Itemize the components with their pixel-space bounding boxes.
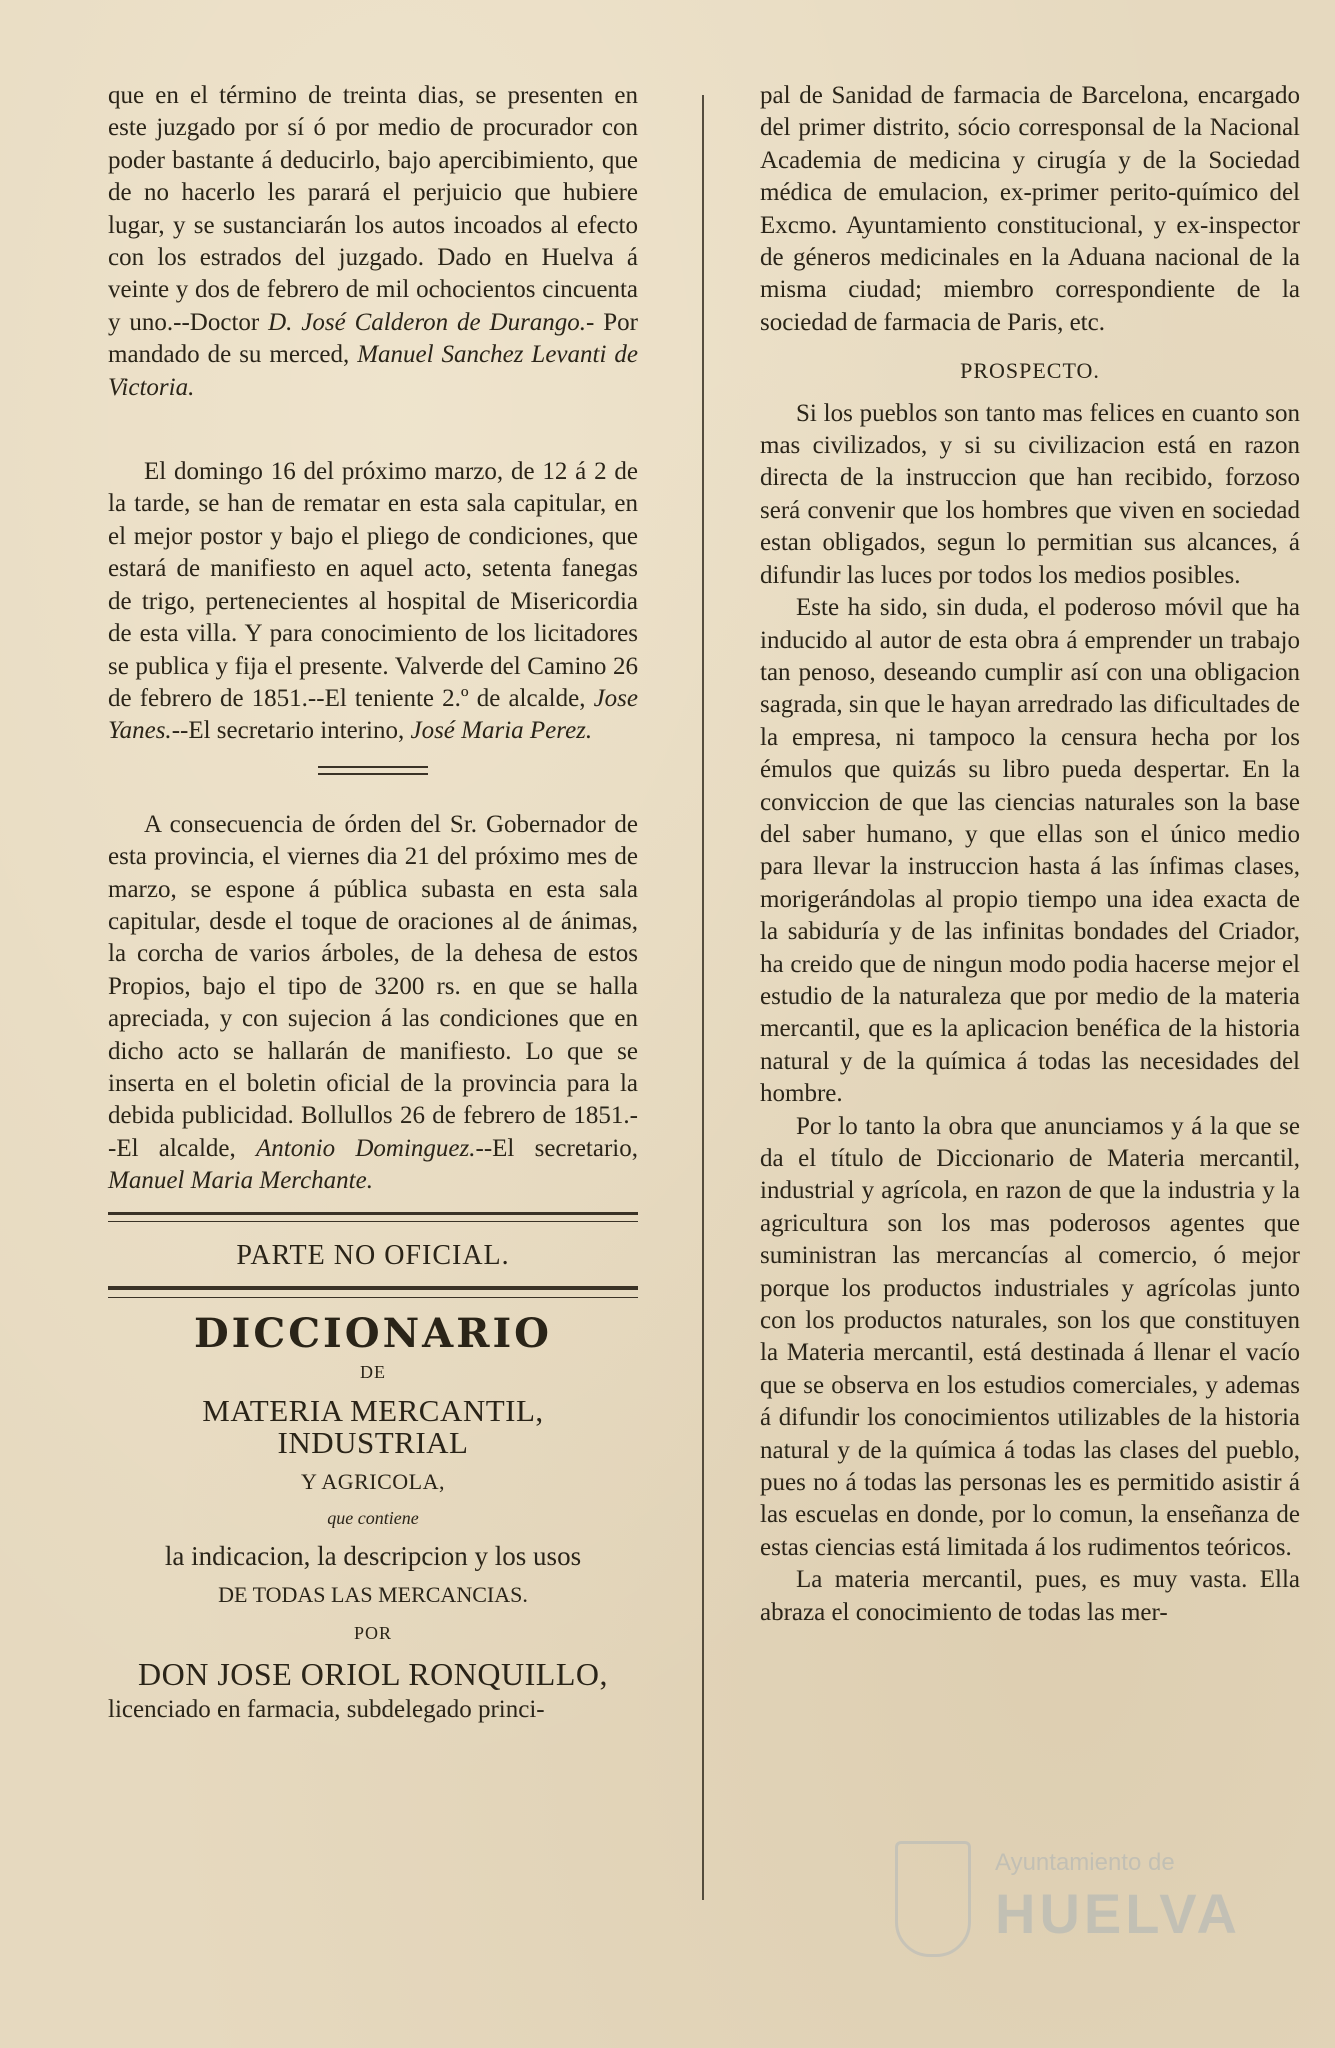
dictionary-subtitle-2: Y AGRICOLA, — [300, 1468, 446, 1494]
signer-name: Antonio Dominguez. — [256, 1134, 476, 1162]
signer-name: José Maria Perez. — [410, 717, 593, 745]
prospectus-paragraph-3: Por lo tanto la obra que anunciamos y á la que se da el título de Diccionario de Materia mercantil, industrial y agrícola, en razon de que la industria y la agricultura son los mas poderosos agentes que suministran las mercancías al comercio, ó mejor porque los productos industriales y agrícolas junto con los productos naturales, son los que constituyen la Materia mercantil, está destinada á llenar el vacío que se observa en los estudios comerciales, y ademas á difundir los conocimientos utilizables de la historia natural y de la química á todas las clases del pueblo, pues no á todas las personas les es permitido asistir á las escuelas en donde, por lo comun, la enseñanza de estas ciencias está limitada á los rudimentos teóricos. — [760, 1112, 1300, 1561]
right-column — [760, 80, 1300, 1629]
auction-text: El domingo 16 del próximo marzo, de 12 á 2 de la tarde, se han de rematar en esta sala capitular, en el mejor postor y bajo el pliego de condiciones, que estará de manifiesto en aquel acto, setenta fanegas de trigo, pertenecientes al hospital de Misericordia de esta villa. Y para conocimiento de los licitadores se publica y fija el presente. Valverde del Camino 26 de febrero de 1851.--El teniente 2.º de alcalde, — [108, 458, 638, 712]
prospectus-heading: PROSPECTO. — [960, 358, 1100, 384]
edict-text: que en el término de treinta dias, se presenten en este juzgado por sí ó por medio de procurador con poder bastante á deducirlo, bajo apercibimiento, que de no hacerlo les parará el perjuicio que hubiere lugar, y se sustanciarán los autos incoados al efecto con los estrados del juzgado. Dado en Huelva á veinte y dos de febrero de mil ochocientos cincuenta y uno.--Doctor — [108, 82, 638, 336]
separator-rule — [108, 1286, 638, 1298]
title-connector: DE — [360, 1362, 386, 1383]
edict-text-mid: - Por mandado de su merced, — [108, 308, 638, 369]
signer-name: Jose Yanes. — [108, 684, 638, 745]
section-title: PARTE NO OFICIAL. — [236, 1239, 510, 1271]
shield-icon — [895, 1841, 971, 1957]
dictionary-title: DICCIONARIO — [193, 1310, 553, 1357]
watermark-line-1: Ayuntamiento de — [995, 1849, 1175, 1876]
auction-paragraph-valverde — [108, 456, 638, 748]
by-label: POR — [353, 1623, 392, 1644]
auction-text-mid: --El secretario, — [475, 1134, 638, 1162]
archive-watermark — [895, 1833, 1255, 1963]
signer-name: D. José Calderon de Durango. — [268, 308, 587, 336]
prospectus-paragraph-2: Este ha sido, sin duda, el poderoso móvil que ha inducido al autor de esta obra á emprender un trabajo tan penoso, deseando cumplir así con una obligacion sagrada, sin que le hayan arredrado las dificultades de la empresa, ni tampoco la censura hecha por los émulos que quizás su libro pueda despertar. En la conviccion de que las ciencias naturales son la base del saber humano, y que ellas son el único medio para llevar la instruccion hasta á las ínfimas clases, morigerándolas al propio tiempo una idea exacta de la sabiduría y de las infinitas bondades del Criador, ha creido que de ningun modo podia hacerse mejor el estudio de la naturaleza que por medio de la materia mercantil, que es la aplicacion benéfica de la historia natural y de la química á todas las necesidades del hombre. — [760, 594, 1300, 1108]
edict-paragraph-huelva — [108, 80, 638, 404]
prospectus-paragraph-1: Si los pueblos son tanto mas felices en cuanto son mas civilizados, y si su civilizacion está en razon directa de la instruccion que han recibido, forzoso será convenir que los hombres que viven en sociedad estan obligados, segun lo permitian sus alcances, á difundir las luces por todos los medios posibles. — [760, 399, 1300, 589]
dictionary-contains: que contiene — [327, 1508, 419, 1529]
author-credentials: licenciado en farmacia, subdelegado princi- — [108, 1696, 545, 1724]
dictionary-description: la indicacion, la descripcion y los usos — [164, 1541, 582, 1572]
separator-rule — [318, 766, 428, 775]
dictionary-subtitle: MATERIA MERCANTIL, INDUSTRIAL — [202, 1392, 544, 1461]
column-divider — [702, 95, 704, 1900]
left-column — [108, 80, 638, 1726]
auction-text: A consecuencia de órden del Sr. Gobernador de esta provincia, el viernes dia 21 del próximo mes de marzo, se espone á pública subasta en esta sala capitular, desde el toque de oraciones al de ánimas, la corcha de varios árboles, de la dehesa de estos Propios, bajo el tipo de 3200 rs. en que se halla apreciada, y con sujecion á las condiciones que en dicho acto se hallarán de manifiesto. Lo que se inserta en el boletin oficial de la provincia para la debida publicidad. Bollullos 26 de febrero de 1851.--El alcalde, — [108, 810, 638, 1162]
signer-name: Manuel Sanchez Levanti de Victoria. — [108, 341, 638, 401]
separator-rule — [108, 1212, 638, 1222]
prospectus-paragraph-4: La materia mercantil, pues, es muy vasta. Ella abraza el conocimiento de todas las mer- — [760, 1566, 1300, 1626]
signer-name: Manuel Maria Merchante. — [108, 1167, 373, 1195]
auction-paragraph-bollullos — [108, 809, 638, 1198]
dictionary-scope: DE TODAS LAS MERCANCIAS. — [218, 1581, 528, 1607]
watermark-line-2: HUELVA — [995, 1882, 1241, 1945]
author-name: DON JOSE ORIOL RONQUILLO, — [138, 1655, 608, 1692]
author-credentials-continued: pal de Sanidad de farmacia de Barcelona, encargado del primer distrito, sócio corresponsal de la Nacional Academia de medicina y cirugía y de la Sociedad médica de emulacion, ex-primer perito-químico del Excmo. Ayuntamiento constitucional, y ex-inspector de géneros medicinales en la Aduana nacional de la misma ciudad; miembro correspondiente de la sociedad de farmacia de Paris, etc. — [760, 82, 1300, 336]
auction-text-mid: --El secretario interino, — [171, 717, 411, 745]
